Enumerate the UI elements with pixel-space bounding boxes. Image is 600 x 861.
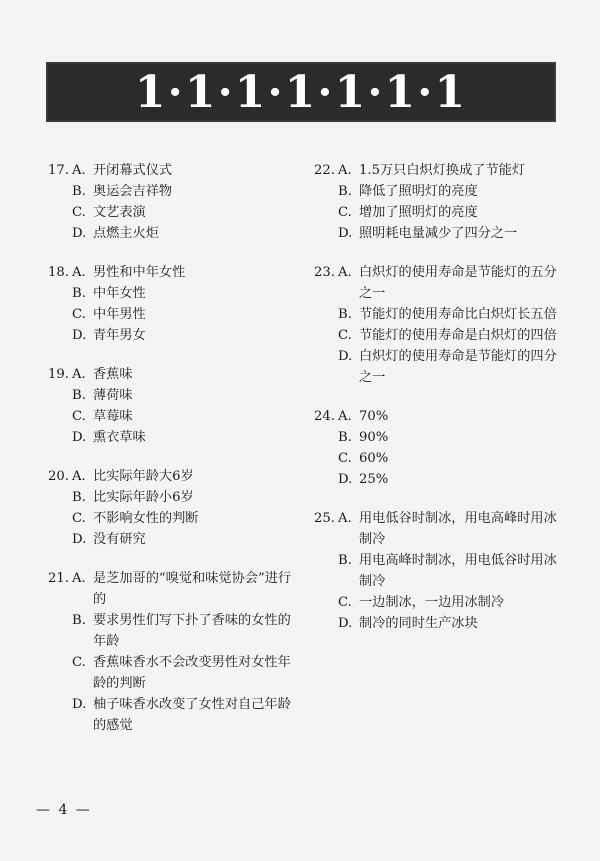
option-letter: A. <box>338 409 352 424</box>
banner-title: 1·1·1·1·1·1·1 <box>134 66 468 118</box>
option-text: 薄荷味 <box>93 388 133 403</box>
question-number: 17. <box>48 163 69 178</box>
option-21-d <box>48 694 300 736</box>
option-text: 用电低谷时制冰，用电高峰时用冰制冷 <box>359 511 557 547</box>
option-letter: C. <box>72 307 86 322</box>
option-21-c <box>48 652 300 694</box>
option-letter: A. <box>338 163 352 178</box>
option-letter: D. <box>72 697 87 712</box>
option-letter: D. <box>338 616 353 631</box>
option-23-d <box>314 346 564 388</box>
option-text: 照明耗电量减少了四分之一 <box>359 226 518 241</box>
option-25-a <box>314 508 564 550</box>
question-20 <box>48 466 300 550</box>
option-19-b <box>48 385 300 406</box>
option-letter: B. <box>72 388 86 403</box>
option-24-a <box>314 406 564 427</box>
option-letter: A. <box>338 265 352 280</box>
option-17-a <box>48 160 300 181</box>
option-24-c <box>314 448 564 469</box>
question-24 <box>314 406 564 490</box>
left-column <box>48 160 300 754</box>
option-text: 草莓味 <box>93 409 133 424</box>
option-text: 奥运会吉祥物 <box>93 184 173 199</box>
option-letter: B. <box>72 286 86 301</box>
option-text: 一边制冰，一边用冰制冷 <box>359 595 505 610</box>
option-25-c <box>314 592 564 613</box>
question-number: 20. <box>48 469 69 484</box>
option-text: 节能灯的使用寿命是白炽灯的四倍 <box>359 328 557 343</box>
option-letter: B. <box>72 613 86 628</box>
option-19-a <box>48 364 300 385</box>
option-22-a <box>314 160 564 181</box>
section-banner <box>46 62 556 122</box>
option-17-d <box>48 223 300 244</box>
option-letter: B. <box>72 184 86 199</box>
option-20-c <box>48 508 300 529</box>
option-19-d <box>48 427 300 448</box>
option-text: 中年女性 <box>93 286 146 301</box>
option-letter: B. <box>338 307 352 322</box>
question-number: 19. <box>48 367 69 382</box>
option-text: 点燃主火炬 <box>93 226 159 241</box>
question-number: 24. <box>314 409 335 424</box>
option-18-c <box>48 304 300 325</box>
option-letter: D. <box>72 328 87 343</box>
option-letter: D. <box>72 532 87 547</box>
option-25-b <box>314 550 564 592</box>
option-letter: C. <box>72 511 86 526</box>
option-letter: C. <box>72 205 86 220</box>
option-text: 是芝加哥的“嗅觉和味觉协会”进行的 <box>93 571 292 607</box>
option-17-c <box>48 202 300 223</box>
option-text: 增加了照明灯的亮度 <box>359 205 478 220</box>
option-letter: A. <box>338 511 352 526</box>
option-23-b <box>314 304 564 325</box>
option-21-b <box>48 610 300 652</box>
option-22-b <box>314 181 564 202</box>
option-text: 要求男性们写下扑了香味的女性的年龄 <box>93 613 291 649</box>
option-text: 25% <box>359 472 389 487</box>
option-letter: B. <box>338 553 352 568</box>
option-text: 用电高峰时制冰，用电低谷时用冰制冷 <box>359 553 557 589</box>
option-letter: D. <box>338 226 353 241</box>
option-21-a <box>48 568 300 610</box>
option-letter: C. <box>338 205 352 220</box>
question-21 <box>48 568 300 736</box>
option-letter: A. <box>72 265 86 280</box>
option-text: 香蕉味香水不会改变男性对女性年龄的判断 <box>93 655 291 691</box>
question-18 <box>48 262 300 346</box>
option-text: 没有研究 <box>93 532 146 547</box>
option-letter: B. <box>338 430 352 445</box>
right-column <box>314 160 564 652</box>
option-text: 降低了照明灯的亮度 <box>359 184 478 199</box>
option-text: 熏衣草味 <box>93 430 146 445</box>
option-20-d <box>48 529 300 550</box>
option-text: 70% <box>359 409 389 424</box>
option-22-d <box>314 223 564 244</box>
option-letter: D. <box>338 472 353 487</box>
option-letter: A. <box>72 367 86 382</box>
option-text: 制冷的同时生产冰块 <box>359 616 478 631</box>
option-text: 不影响女性的判断 <box>93 511 199 526</box>
option-23-a <box>314 262 564 304</box>
option-letter: D. <box>72 226 87 241</box>
question-23 <box>314 262 564 388</box>
question-19 <box>48 364 300 448</box>
option-24-d <box>314 469 564 490</box>
option-text: 比实际年龄小6岁 <box>93 490 194 505</box>
question-number: 21. <box>48 571 69 586</box>
option-text: 青年男女 <box>93 328 146 343</box>
page-number: — 4 — <box>36 802 92 818</box>
option-letter: D. <box>338 349 353 364</box>
option-text: 90% <box>359 430 389 445</box>
option-text: 开闭幕式仪式 <box>93 163 173 178</box>
option-19-c <box>48 406 300 427</box>
option-letter: A. <box>72 469 86 484</box>
option-17-b <box>48 181 300 202</box>
option-24-b <box>314 427 564 448</box>
option-text: 香蕉味 <box>93 367 133 382</box>
option-text: 白炽灯的使用寿命是节能灯的五分之一 <box>359 265 557 301</box>
option-letter: C. <box>72 655 86 670</box>
option-18-d <box>48 325 300 346</box>
option-23-c <box>314 325 564 346</box>
option-text: 60% <box>359 451 389 466</box>
option-text: 白炽灯的使用寿命是节能灯的四分之一 <box>359 349 557 385</box>
option-letter: A. <box>72 571 86 586</box>
option-letter: C. <box>338 328 352 343</box>
question-number: 22. <box>314 163 335 178</box>
option-letter: C. <box>338 451 352 466</box>
option-text: 1.5万只白炽灯换成了节能灯 <box>359 163 526 178</box>
option-letter: B. <box>72 490 86 505</box>
option-22-c <box>314 202 564 223</box>
option-text: 比实际年龄大6岁 <box>93 469 194 484</box>
option-letter: C. <box>72 409 86 424</box>
option-20-b <box>48 487 300 508</box>
option-text: 文艺表演 <box>93 205 146 220</box>
option-18-a <box>48 262 300 283</box>
option-text: 柚子味香水改变了女性对自己年龄的感觉 <box>93 697 291 733</box>
option-letter: D. <box>72 430 87 445</box>
option-letter: A. <box>72 163 86 178</box>
question-25 <box>314 508 564 634</box>
question-17 <box>48 160 300 244</box>
option-text: 节能灯的使用寿命比白炽灯长五倍 <box>359 307 557 322</box>
question-number: 25. <box>314 511 335 526</box>
option-25-d <box>314 613 564 634</box>
question-number: 23. <box>314 265 335 280</box>
option-letter: C. <box>338 595 352 610</box>
option-letter: B. <box>338 184 352 199</box>
question-number: 18. <box>48 265 69 280</box>
option-20-a <box>48 466 300 487</box>
option-18-b <box>48 283 300 304</box>
question-22 <box>314 160 564 244</box>
option-text: 中年男性 <box>93 307 146 322</box>
option-text: 男性和中年女性 <box>93 265 186 280</box>
